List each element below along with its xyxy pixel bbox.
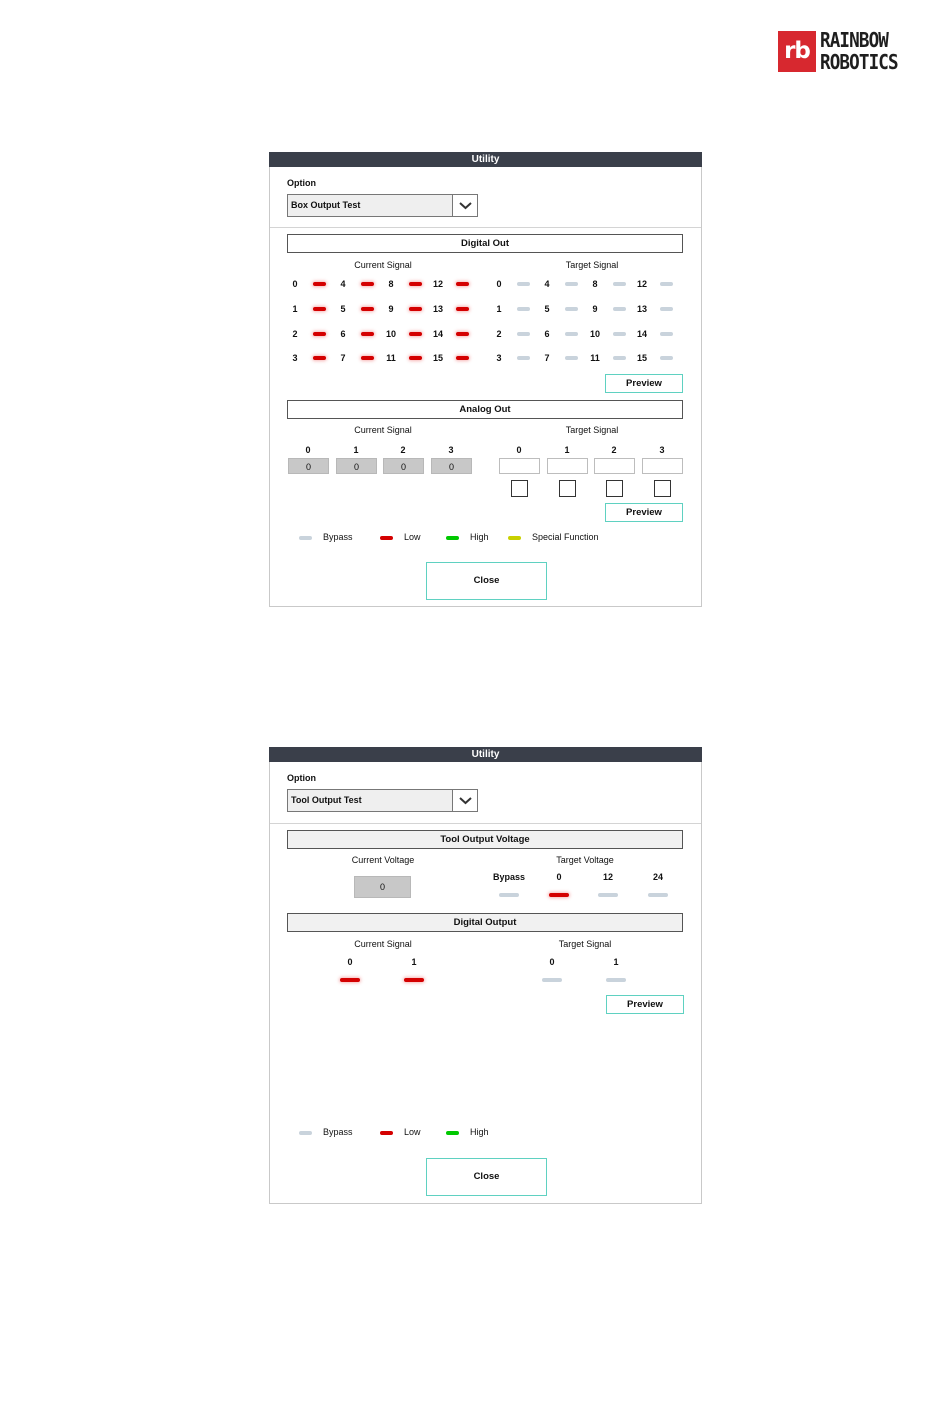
current-analog-channel: 2: [400, 445, 406, 455]
legend-item: [323, 1127, 353, 1137]
legend-label: Low: [404, 1127, 421, 1137]
current-signal-label: Current Signal: [354, 939, 412, 949]
target-channel-number: 9: [592, 304, 598, 314]
legend-label: High: [470, 1127, 489, 1137]
target-channel-number: 0: [496, 279, 502, 289]
current-channel-number: 1: [292, 304, 298, 314]
target-voltage-option[interactable]: [648, 893, 668, 897]
target-analog-checkbox[interactable]: [511, 480, 528, 497]
target-channel-number: 5: [544, 304, 550, 314]
legend-item: [532, 532, 599, 542]
target-signal-toggle[interactable]: [660, 282, 673, 286]
legend-swatch: [299, 536, 312, 540]
current-channel-number: 3: [292, 353, 298, 363]
analog-out-heading: Analog Out: [287, 400, 683, 419]
current-signal-led: [456, 332, 469, 336]
option-label: Option: [287, 773, 316, 783]
current-analog-value: 0: [431, 458, 472, 474]
current-signal-led: [313, 356, 326, 360]
current-signal-led: [361, 332, 374, 336]
digital-output-heading: Digital Output: [287, 913, 683, 932]
current-analog-channel: 0: [305, 445, 311, 455]
target-signal-toggle[interactable]: [606, 978, 626, 982]
close-button[interactable]: Close: [426, 562, 547, 600]
legend-label: Special Function: [532, 532, 599, 542]
current-channel-number: 11: [386, 353, 396, 363]
current-channel-number: 7: [340, 353, 346, 363]
target-voltage-option[interactable]: [598, 893, 618, 897]
target-signal-toggle[interactable]: [517, 332, 530, 336]
target-signal-toggle[interactable]: [565, 307, 578, 311]
current-channel-number: 9: [388, 304, 394, 314]
legend-swatch: [380, 1131, 393, 1135]
current-channel-number: 6: [340, 329, 346, 339]
current-channel-number: 2: [292, 329, 298, 339]
current-signal-led: [404, 978, 424, 982]
digital-preview-button[interactable]: Preview: [606, 995, 684, 1014]
legend-item: [404, 1127, 421, 1137]
target-channel-number: 13: [636, 304, 647, 314]
current-signal-led: [361, 307, 374, 311]
target-signal-label: Target Signal: [565, 260, 619, 270]
current-signal-led: [313, 282, 326, 286]
dialog-title: Utility: [269, 152, 702, 167]
divider: [270, 823, 701, 824]
target-voltage-option-label: 12: [602, 872, 613, 882]
analog-preview-button[interactable]: Preview: [605, 503, 683, 522]
current-signal-label: Current Signal: [354, 260, 412, 270]
legend-item: [470, 532, 489, 542]
current-signal-led: [456, 282, 469, 286]
legend-swatch: [446, 536, 459, 540]
option-select-value: Tool Output Test: [291, 795, 362, 805]
target-analog-checkbox[interactable]: [559, 480, 576, 497]
target-voltage-option[interactable]: [499, 893, 519, 897]
current-channel-number: 0: [292, 279, 298, 289]
legend-label: Bypass: [323, 1127, 353, 1137]
logo-mark: rb: [778, 31, 816, 72]
target-channel-number: 11: [590, 353, 600, 363]
legend-label: High: [470, 532, 489, 542]
legend-item: [470, 1127, 489, 1137]
legend-label: Bypass: [323, 532, 353, 542]
target-analog-input[interactable]: [547, 458, 588, 474]
current-channel-number: 12: [432, 279, 443, 289]
target-channel-number: 1: [613, 957, 619, 967]
dialog-title: Utility: [269, 747, 702, 762]
current-analog-channel: 1: [353, 445, 359, 455]
target-channel-number: 12: [636, 279, 647, 289]
target-signal-toggle[interactable]: [613, 356, 626, 360]
target-analog-checkbox[interactable]: [606, 480, 623, 497]
target-channel-number: 3: [496, 353, 502, 363]
target-signal-toggle[interactable]: [542, 978, 562, 982]
option-select[interactable]: [287, 789, 478, 812]
target-channel-number: 7: [544, 353, 550, 363]
target-analog-channel: 0: [516, 445, 522, 455]
target-analog-input[interactable]: [499, 458, 540, 474]
utility-dialog-tool-output: [269, 747, 702, 1204]
option-select-value: Box Output Test: [291, 200, 361, 210]
target-voltage-option-label: 0: [556, 872, 562, 882]
target-channel-number: 8: [592, 279, 598, 289]
legend-item: [323, 532, 353, 542]
target-signal-toggle[interactable]: [565, 356, 578, 360]
target-signal-toggle[interactable]: [660, 356, 673, 360]
chevron-down-icon[interactable]: [452, 195, 477, 216]
target-channel-number: 15: [636, 353, 647, 363]
target-channel-number: 0: [549, 957, 555, 967]
target-channel-number: 1: [496, 304, 502, 314]
option-label: Option: [287, 178, 316, 188]
legend-swatch: [299, 1131, 312, 1135]
current-signal-led: [313, 332, 326, 336]
target-channel-number: 4: [544, 279, 550, 289]
current-signal-led: [361, 282, 374, 286]
target-signal-toggle[interactable]: [565, 332, 578, 336]
target-signal-toggle[interactable]: [660, 332, 673, 336]
target-analog-checkbox[interactable]: [654, 480, 671, 497]
current-signal-led: [409, 332, 422, 336]
current-signal-led: [456, 307, 469, 311]
target-analog-input[interactable]: [642, 458, 683, 474]
current-channel-number: 8: [388, 279, 394, 289]
target-signal-toggle[interactable]: [660, 307, 673, 311]
legend-swatch: [508, 536, 521, 540]
target-channel-number: 6: [544, 329, 550, 339]
current-signal-led: [456, 356, 469, 360]
current-signal-label: Current Signal: [354, 425, 412, 435]
target-signal-toggle[interactable]: [613, 282, 626, 286]
digital-out-heading: Digital Out: [287, 234, 683, 253]
legend-label: Low: [404, 532, 421, 542]
target-channel-number: 14: [636, 329, 647, 339]
target-voltage-option[interactable]: [549, 893, 569, 897]
target-channel-number: 10: [589, 329, 600, 339]
option-select[interactable]: [287, 194, 478, 217]
current-channel-number: 0: [347, 957, 353, 967]
current-analog-value: 0: [383, 458, 424, 474]
current-channel-number: 10: [385, 329, 396, 339]
current-signal-led: [361, 356, 374, 360]
target-voltage-label: Target Voltage: [556, 855, 614, 865]
current-analog-channel: 3: [448, 445, 454, 455]
target-voltage-option-label: Bypass: [492, 872, 526, 882]
target-signal-label: Target Signal: [565, 425, 619, 435]
current-signal-led: [409, 307, 422, 311]
logo-wordmark: RAINBOW ROBOTICS: [820, 28, 898, 74]
current-signal-led: [409, 356, 422, 360]
chevron-down-icon[interactable]: [452, 790, 477, 811]
rainbow-robotics-logo: [778, 30, 908, 74]
current-signal-led: [313, 307, 326, 311]
close-button[interactable]: Close: [426, 1158, 547, 1196]
tool-output-voltage-heading: Tool Output Voltage: [287, 830, 683, 849]
current-channel-number: 1: [411, 957, 417, 967]
divider: [270, 227, 701, 228]
target-signal-toggle[interactable]: [517, 282, 530, 286]
target-signal-toggle[interactable]: [517, 307, 530, 311]
current-channel-number: 4: [340, 279, 346, 289]
target-signal-toggle[interactable]: [517, 356, 530, 360]
utility-dialog-box-output: [269, 152, 702, 607]
target-analog-input[interactable]: [594, 458, 635, 474]
target-signal-toggle[interactable]: [613, 332, 626, 336]
legend-swatch: [380, 536, 393, 540]
target-voltage-option-label: 24: [652, 872, 663, 882]
current-voltage-label: Current Voltage: [351, 855, 415, 865]
target-signal-toggle[interactable]: [565, 282, 578, 286]
target-channel-number: 2: [496, 329, 502, 339]
digital-preview-button[interactable]: Preview: [605, 374, 683, 393]
legend-item: [404, 532, 421, 542]
target-analog-channel: 1: [564, 445, 570, 455]
current-signal-led: [340, 978, 360, 982]
current-channel-number: 13: [432, 304, 443, 314]
target-analog-channel: 2: [611, 445, 617, 455]
current-channel-number: 15: [432, 353, 443, 363]
legend-swatch: [446, 1131, 459, 1135]
target-signal-toggle[interactable]: [613, 307, 626, 311]
target-signal-label: Target Signal: [558, 939, 612, 949]
target-analog-channel: 3: [659, 445, 665, 455]
current-voltage-value: 0: [354, 876, 411, 898]
current-channel-number: 14: [432, 329, 443, 339]
current-channel-number: 5: [340, 304, 346, 314]
current-signal-led: [409, 282, 422, 286]
current-analog-value: 0: [336, 458, 377, 474]
current-analog-value: 0: [288, 458, 329, 474]
